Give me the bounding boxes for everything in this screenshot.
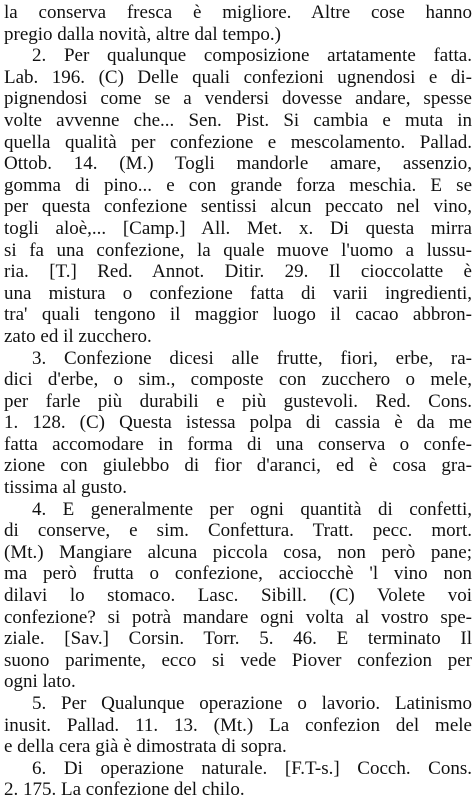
text-line: pignendosi come se a vendersi dovesse andare, spesse (4, 88, 472, 110)
text-line: ziale. [Sav.] Corsin. Torr. 5. 46. E terminato Il (4, 628, 472, 650)
text-line: per questa confezione sentissi alcun peccato nel vino, (4, 196, 472, 218)
text-line: 3. Confezione dicesi alle frutte, fiori, erbe, ra- (32, 347, 472, 369)
text-line: e della cera già è dimostrata di sopra. (4, 736, 287, 758)
text-line: Lab. 196. (C) Delle quali confezioni ugnendosi e di- (4, 66, 472, 88)
text-line: Ottob. 14. (M.) Togli mandorle amare, assenzio, (4, 153, 472, 175)
text-line: confezione? si potrà mandare ogni volta al vostro spe- (4, 606, 472, 628)
text-line: quella qualità per confezione e mescolamento. Pallad. (4, 131, 472, 153)
text-line: volte avvenne che... Sen. Pist. Si cambia e muta in (4, 109, 472, 131)
text-line: dilavi lo stomaco. Lasc. Sibill. (C) Volete voi (4, 585, 472, 607)
text-line: gomma di pino... e con grande forza meschia. E se (4, 174, 472, 196)
dictionary-entry-text (4, 2, 472, 801)
text-line: si fa una confezione, la quale muove l'uomo a lussu- (4, 239, 472, 261)
text-line: (Mt.) Mangiare alcuna piccola cosa, non però pane; (4, 541, 472, 563)
text-line: 1. 128. (C) Questa istessa polpa di cassia è da me (4, 412, 472, 434)
text-line: ma però frutta o confezione, acciocchè 'l vino non (4, 563, 472, 585)
text-line: togli aloè,... [Camp.] All. Met. x. Di questa mirra (4, 217, 472, 239)
text-line: di conserve, e sim. Confettura. Tratt. pecc. mort. (4, 520, 472, 542)
text-line: 6. Di operazione naturale. [F.T-s.] Cocch. Cons. (32, 757, 472, 779)
text-line: la conserva fresca è migliore. Altre cose hanno (4, 2, 472, 23)
text-line: zione con giulebbo di fior d'aranci, ed è cosa gra- (4, 455, 472, 477)
text-line: tissima al gusto. (4, 477, 127, 499)
text-line: tra' quali tengono il maggior luogo il cacao abbron- (4, 304, 472, 326)
text-line: fatta accomodare in forma di una conserva o confe- (4, 433, 472, 455)
text-line: 2. Per qualunque composizione artatamente fatta. (32, 45, 472, 67)
text-line: dici d'erbe, o sim., composte con zucchero o mele, (4, 369, 472, 391)
text-line: ogni lato. (4, 671, 76, 693)
text-line: zato ed il zucchero. (4, 325, 152, 347)
text-line: suono parimente, ecco si vede Piover confezion per (4, 649, 472, 671)
text-line: ria. [T.] Red. Annot. Ditir. 29. Il cioccolatte è (4, 261, 472, 283)
text-line: una mistura o confezione fatta di varii ingredienti, (4, 282, 472, 304)
text-line: pregio dalla novità, altre dal tempo.) (4, 23, 281, 45)
text-line: 5. Per Qualunque operazione o lavorio. Latinismo (32, 693, 472, 714)
text-line: per farle più durabili e più gustevoli. Red. Cons. (4, 390, 472, 412)
text-line: inusit. Pallad. 11. 13. (Mt.) La confezion del mele (4, 714, 472, 736)
text-line: 2. 175. La confezione del chilo. (4, 779, 245, 801)
text-line: 4. E generalmente per ogni quantità di confetti, (32, 498, 472, 520)
